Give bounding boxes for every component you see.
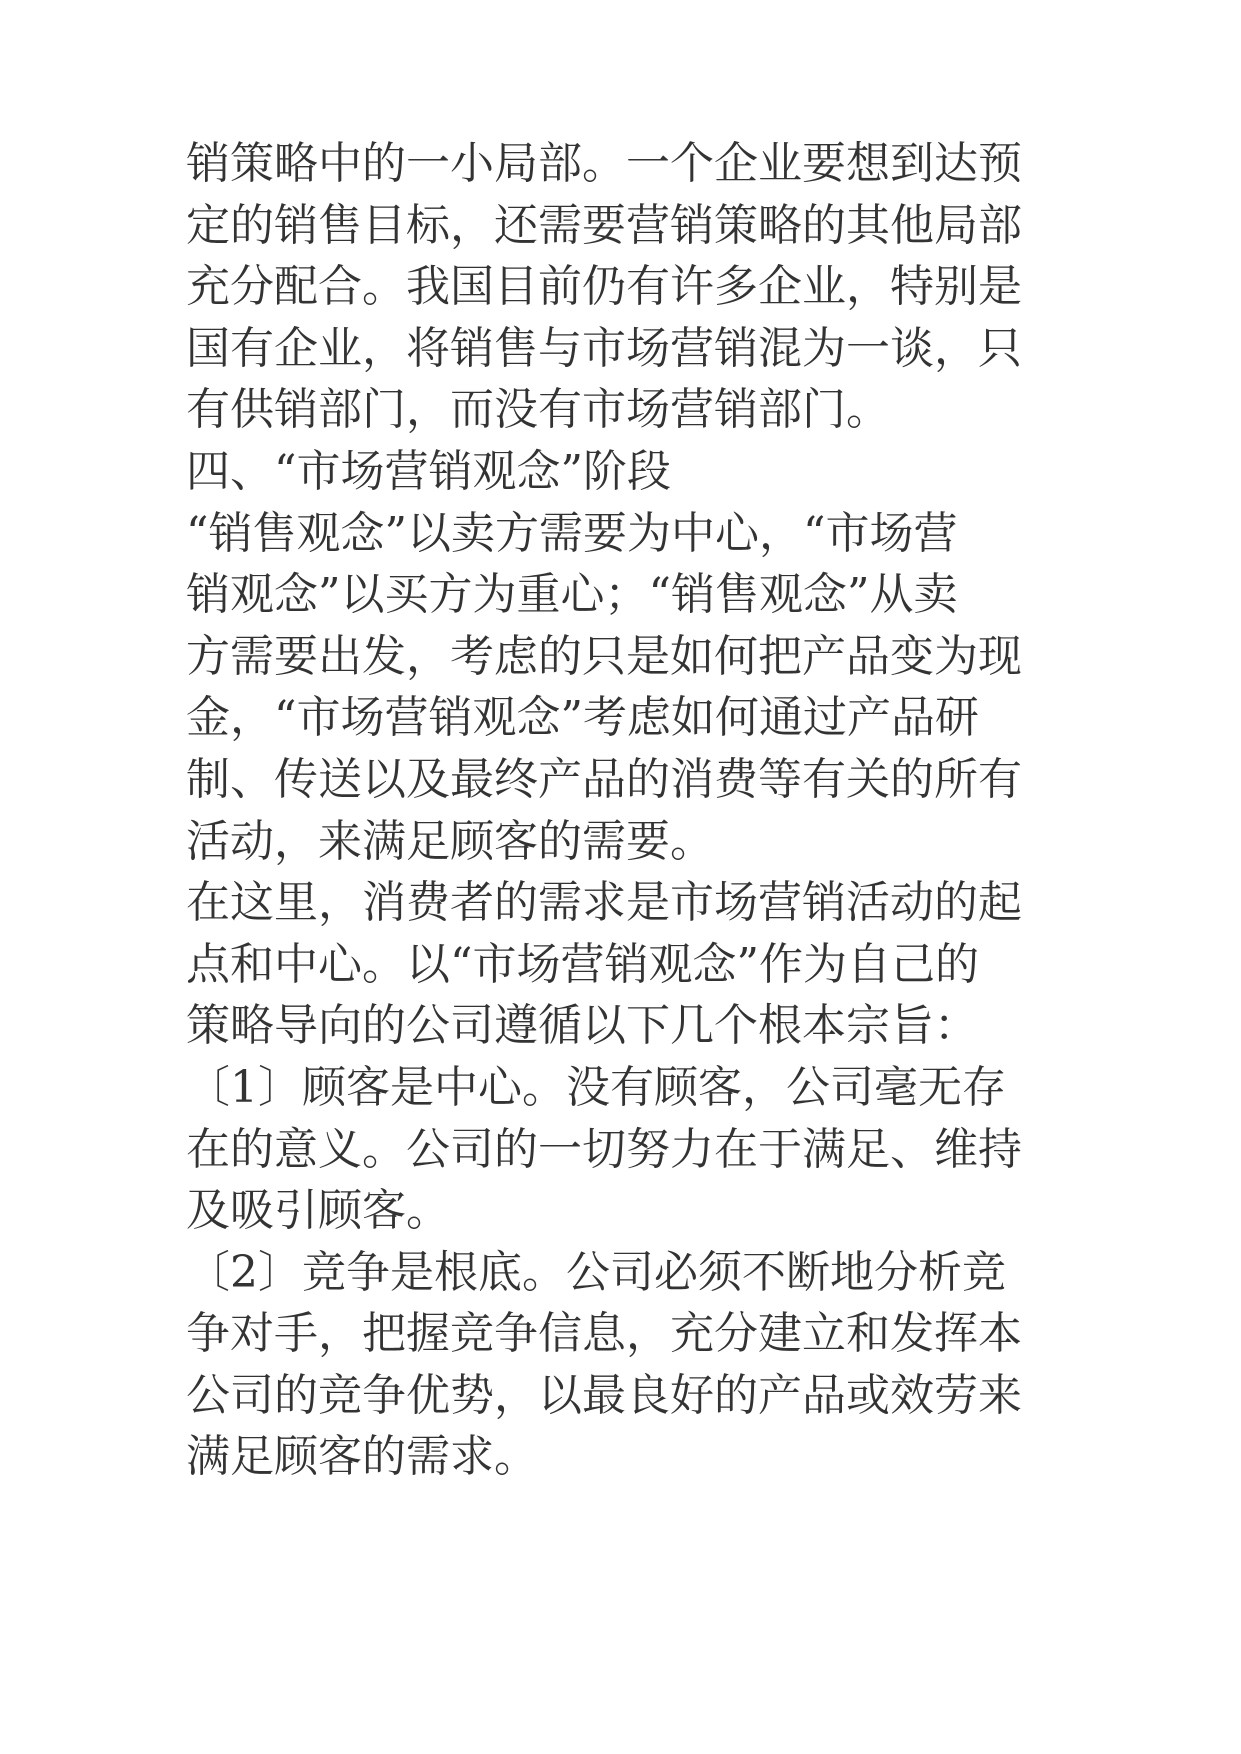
section-heading: 四、“市场营销观念”阶段: [186, 445, 671, 497]
text-line: 公司的竞争优势，以最良好的产品或效劳来: [186, 1369, 1022, 1421]
text-line: 争对手，把握竞争信息，充分建立和发挥本: [186, 1308, 1022, 1360]
text-line: 定的销售目标，还需要营销策略的其他局部: [186, 199, 1022, 251]
document-page: [186, 133, 1066, 1488]
text-line: 活动，来满足顾客的需要。: [186, 815, 714, 867]
text-line: 在这里，消费者的需求是市场营销活动的起: [186, 877, 1022, 929]
text-line: 在的意义。公司的一切努力在于满足、维持: [186, 1123, 1022, 1175]
text-line: 点和中心。以“市场营销观念”作为自己的: [186, 938, 979, 990]
text-line: 国有企业，将销售与市场营销混为一谈，只: [186, 322, 1022, 374]
text-line: 充分配合。我国目前仍有许多企业，特别是: [186, 261, 1022, 313]
text-line: 销策略中的一小局部。一个企业要想到达预: [186, 138, 1022, 189]
list-item-line: 〔2〕竞争是根底。公司必须不断地分析竞: [186, 1246, 1006, 1298]
text-line: “销售观念”以卖方需要为中心，“市场营: [186, 507, 958, 559]
text-line: 销观念”以买方为重心；“销售观念”从卖: [186, 569, 958, 621]
text-line: 制、传送以及最终产品的消费等有关的所有: [186, 753, 1022, 805]
text-line: 方需要出发，考虑的只是如何把产品变为现: [186, 630, 1022, 682]
text-line: 有供销部门，而没有市场营销部门。: [186, 384, 890, 436]
text-line: 策略导向的公司遵循以下几个根本宗旨：: [186, 1000, 978, 1052]
text-line: 金，“市场营销观念”考虑如何通过产品研: [186, 692, 979, 744]
list-item-line: 〔1〕顾客是中心。没有顾客，公司毫无存: [186, 1061, 1006, 1113]
text-line: 满足顾客的需求。: [186, 1431, 538, 1483]
text-line: 及吸引顾客。: [186, 1185, 450, 1237]
